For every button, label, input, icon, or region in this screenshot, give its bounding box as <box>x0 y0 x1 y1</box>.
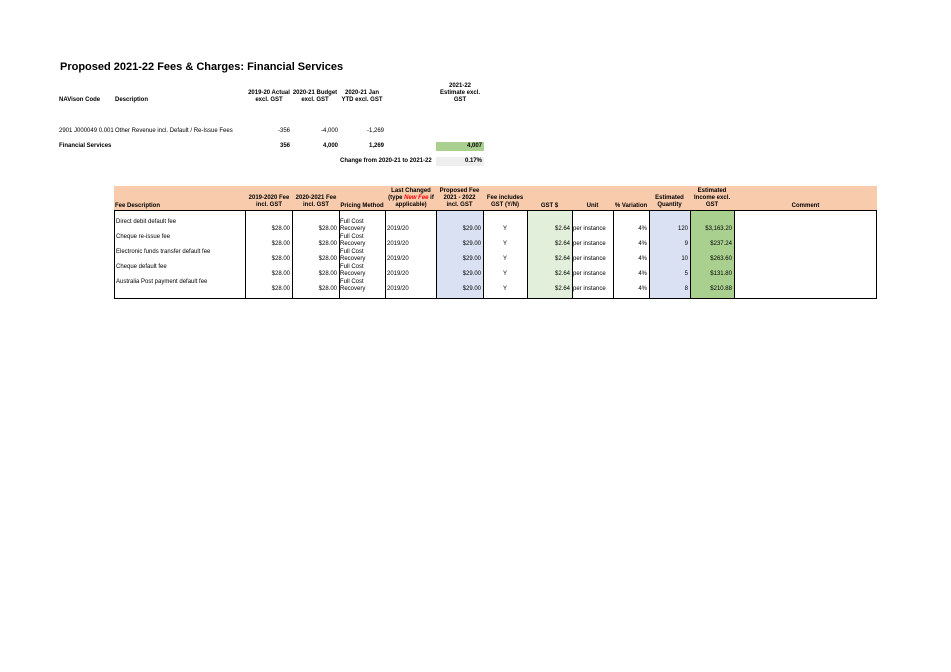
row-fee-2019: $28.00 <box>271 256 290 262</box>
row-unit: per instance <box>573 271 606 277</box>
row-gst: $2.64 <box>554 226 570 232</box>
summary-line-budget: -4,000 <box>320 128 338 134</box>
row-unit: per instance <box>573 226 606 232</box>
row-quantity: 5 <box>684 271 688 277</box>
row-unit: per instance <box>573 241 606 247</box>
row-description: Electronic funds transfer default fee <box>116 249 211 255</box>
th-gst: GST $ <box>540 203 559 209</box>
row-pricing-2: Recovery <box>340 286 366 292</box>
row-gst: $2.64 <box>554 256 570 262</box>
row-income: $131.80 <box>710 271 732 277</box>
row-gst: $2.64 <box>554 286 570 292</box>
col-header-estimate: 2021-22 Estimate excl. GST <box>439 83 481 103</box>
row-last-changed: 2019/20 <box>387 241 409 247</box>
th-unit: Unit <box>586 203 599 209</box>
new-fee-text: New Fee <box>404 195 429 201</box>
row-unit: per instance <box>573 286 606 292</box>
row-fee-2019: $28.00 <box>271 241 290 247</box>
row-includes-gst: Y <box>502 286 507 292</box>
row-last-changed: 2019/20 <box>387 226 409 232</box>
th-comment: Comment <box>791 203 820 209</box>
row-pricing-1: Full Cost <box>340 264 364 270</box>
row-variation: 4% <box>638 256 647 262</box>
row-pricing-1: Full Cost <box>340 219 364 225</box>
row-last-changed: 2019/20 <box>387 256 409 262</box>
row-proposed: $29.00 <box>462 286 481 292</box>
row-fee-2019: $28.00 <box>271 286 290 292</box>
row-variation: 4% <box>638 241 647 247</box>
col-header-navison-code: NAVison Code <box>59 97 101 103</box>
th-income: Estimated Income excl. GST <box>693 188 731 208</box>
row-includes-gst: Y <box>502 271 507 277</box>
row-includes-gst: Y <box>502 241 507 247</box>
th-fee-description: Fee Description <box>115 203 161 209</box>
col-header-ytd: 2020-21 Jan YTD excl. GST <box>341 90 383 103</box>
row-fee-2020: $28.00 <box>318 241 337 247</box>
row-gst: $2.64 <box>554 241 570 247</box>
summary-line-actual: -356 <box>277 128 290 134</box>
row-description: Direct debit default fee <box>116 219 177 225</box>
row-pricing-2: Recovery <box>340 226 366 232</box>
summary-line-ytd: -1,269 <box>366 128 384 134</box>
row-variation: 4% <box>638 226 647 232</box>
row-description: Australia Post payment default fee <box>116 279 208 285</box>
summary-total-estimate: 4,007 <box>466 143 482 149</box>
row-proposed: $29.00 <box>462 241 481 247</box>
row-variation: 4% <box>638 271 647 277</box>
summary-line-code: 2901 J000049 0.001 <box>59 128 114 134</box>
row-includes-gst: Y <box>502 226 507 232</box>
summary-total-label: Financial Services <box>59 143 112 149</box>
change-label: Change from 2020-21 to 2021-22 <box>340 158 432 164</box>
row-description: Cheque default fee <box>116 264 167 270</box>
row-unit: per instance <box>573 256 606 262</box>
row-description: Cheque re-issue fee <box>116 234 171 240</box>
row-quantity: 10 <box>681 256 688 262</box>
row-last-changed: 2019/20 <box>387 271 409 277</box>
row-fee-2020: $28.00 <box>318 271 337 277</box>
row-pricing-1: Full Cost <box>340 279 364 285</box>
summary-line-description: Other Revenue incl. Default / Re-Issue Fees <box>115 128 233 134</box>
col-header-actual: 2019-20 Actual excl. GST <box>248 90 290 103</box>
summary-total-actual: 356 <box>279 143 290 149</box>
th-quantity: Estimated Quantity <box>655 195 684 208</box>
row-fee-2020: $28.00 <box>318 226 337 232</box>
row-quantity: 9 <box>684 241 688 247</box>
row-fee-2019: $28.00 <box>271 271 290 277</box>
row-income: $3,163.20 <box>705 226 732 232</box>
th-fee-2019: 2019-2020 Fee incl. GST <box>248 195 290 208</box>
th-proposed-fee: Proposed Fee 2021 - 2022 incl. GST <box>439 188 480 208</box>
row-pricing-2: Recovery <box>340 271 366 277</box>
row-proposed: $29.00 <box>462 271 481 277</box>
row-fee-2020: $28.00 <box>318 286 337 292</box>
row-fee-2019: $28.00 <box>271 226 290 232</box>
th-includes-gst: Fee includes GST (Y/N) <box>486 195 524 208</box>
row-includes-gst: Y <box>502 256 507 262</box>
row-pricing-1: Full Cost <box>340 249 364 255</box>
change-value: 0.17% <box>464 158 482 164</box>
row-income: $237.24 <box>710 241 732 247</box>
page-title: Proposed 2021-22 Fees & Charges: Financial Services <box>60 61 344 73</box>
row-proposed: $29.00 <box>462 226 481 232</box>
th-variation: % Variation <box>614 203 648 209</box>
row-last-changed: 2019/20 <box>387 286 409 292</box>
row-variation: 4% <box>638 286 647 292</box>
row-fee-2020: $28.00 <box>318 256 337 262</box>
th-pricing-method: Pricing Method <box>340 203 384 209</box>
row-proposed: $29.00 <box>462 256 481 262</box>
row-income: $263.60 <box>710 256 732 262</box>
summary-total-ytd: 1,269 <box>368 143 384 149</box>
row-pricing-2: Recovery <box>340 241 366 247</box>
th-fee-2020: 2020-2021 Fee incl. GST <box>295 195 337 208</box>
row-pricing-2: Recovery <box>340 256 366 262</box>
row-pricing-1: Full Cost <box>340 234 364 240</box>
row-gst: $2.64 <box>554 271 570 277</box>
th-last-changed: Last Changed (type New Fee if applicable) <box>388 188 434 208</box>
row-quantity: 8 <box>684 286 688 292</box>
summary-total-budget: 4,000 <box>322 143 338 149</box>
col-header-budget: 2020-21 Budget excl. GST <box>292 90 338 103</box>
row-income: $210.88 <box>710 286 732 292</box>
row-quantity: 120 <box>677 226 688 232</box>
col-header-description: Description <box>115 97 149 103</box>
